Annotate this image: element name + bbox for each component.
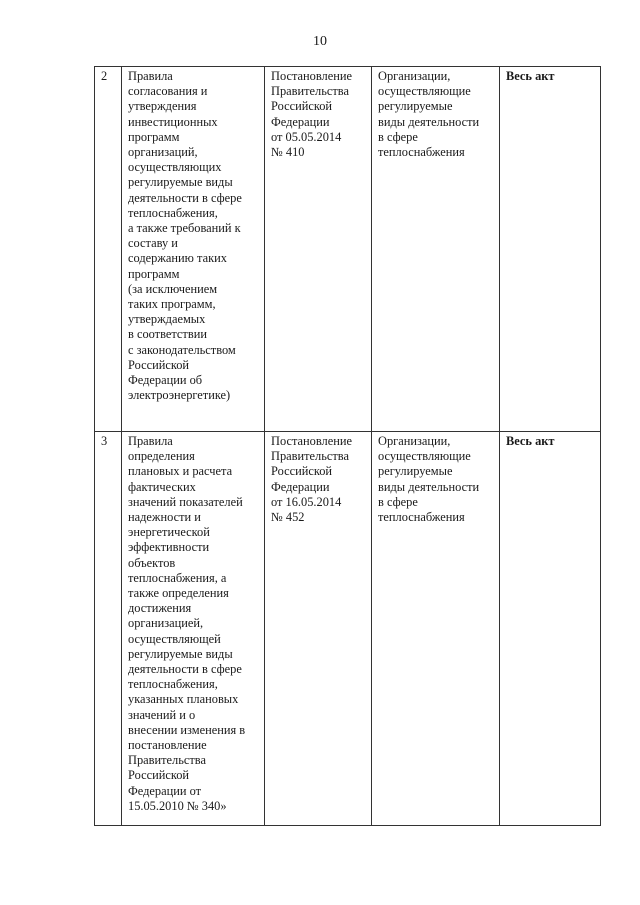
subjects: Организации, осуществляющие регулируемые виды деятельности в сфере теплоснабжения [372,67,500,432]
row-number: 3 [95,432,122,826]
subjects: Организации, осуществляющие регулируемые виды деятельности в сфере теплоснабжения [372,432,500,826]
legal-act: Постановление Правительства Российской Федерации от 16.05.2014 № 452 [265,432,372,826]
page-number: 10 [313,34,327,49]
table-row [95,67,601,432]
regulation-name: Правила согласования и утверждения инвестиционных программ организаций, осуществляющих регулируемые виды деятельности в сфере теплоснабжения, а также требований к составу и содержанию таких программ (за исключением таких программ, утверждаемых в соответствии с законодательством Российской Федерации об электроэнергетике) [122,67,265,432]
regulations-table [94,66,601,826]
legal-act: Постановление Правительства Российской Федерации от 05.05.2014 № 410 [265,67,372,432]
row-number: 2 [95,67,122,432]
scope: Весь акт [500,432,601,826]
table-row [95,432,601,826]
regulation-name: Правила определения плановых и расчета фактических значений показателей надежности и энергетической эффективности объектов теплоснабжения, а также определения достижения организацией, осуществляющей регулируемые виды деятельности в сфере теплоснабжения, указанных плановых значений и о внесении изменения в постановление Правительства Российской Федерации от 15.05.2010 № 340» [122,432,265,826]
scope: Весь акт [500,67,601,432]
